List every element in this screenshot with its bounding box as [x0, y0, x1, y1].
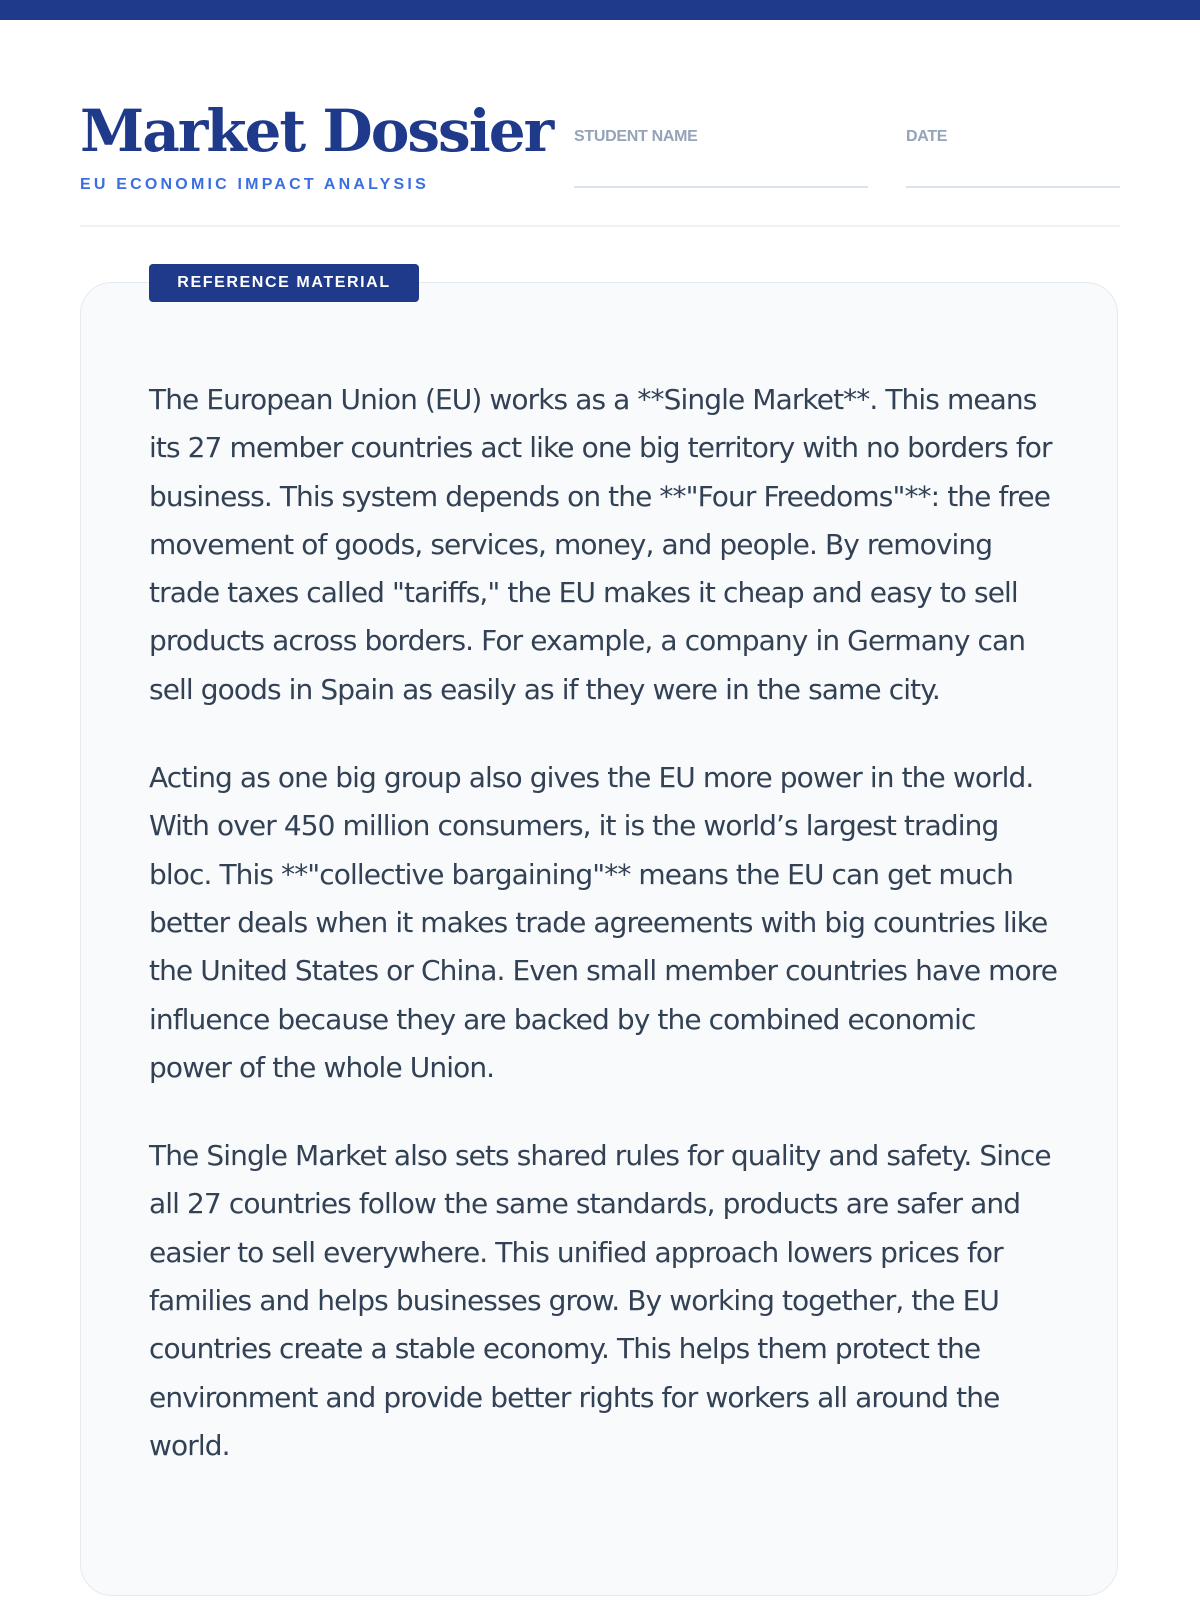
- paragraph-single-market: The European Union (EU) works as a **Single Market**. This means its 27 member countries act like one big territory with no borders for business. This system depends on the **"Four Freedoms"**: the free movement of goods, services, money, and people. By removing trade taxes called "tariffs," the EU makes it cheap and easy to sell products across borders. For example, a company in Germany can sell goods in Spain as easily as if they were in the same city.: [149, 383, 1052, 706]
- date-input-line[interactable]: [906, 186, 1120, 188]
- paragraph-collective-power: Acting as one big group also gives the EU more power in the world. With over 450 million consumers, it is the world’s largest trading bloc. This **"collective bargaining"** means the EU can get much better deals when it makes trade agreements with big countries like the United States or China. Even small member countries have more influence because they are backed by the combined economic power of the whole Union.: [149, 761, 1058, 1084]
- top-accent-bar: [0, 0, 1200, 20]
- header-divider: [80, 225, 1120, 227]
- date-label: DATE: [906, 128, 948, 145]
- reference-content: [149, 376, 1059, 1510]
- student-name-input-line[interactable]: [574, 186, 868, 188]
- date-field[interactable]: [906, 128, 947, 146]
- page-title: Market Dossier: [80, 97, 553, 165]
- reference-badge: REFERENCE MATERIAL: [149, 264, 419, 302]
- paragraph-shared-rules: The Single Market also sets shared rules for quality and safety. Since all 27 countries follow the same standards, products are safer and easier to sell everywhere. This unified approach lowers prices for families and helps businesses grow. By working together, the EU countries create a stable economy. This helps them protect the environment and provide better rights for workers all around the world.: [149, 1139, 1051, 1462]
- page-subtitle: EU ECONOMIC IMPACT ANALYSIS: [80, 176, 429, 193]
- student-name-label: STUDENT NAME: [574, 128, 698, 145]
- student-name-field[interactable]: [574, 128, 698, 146]
